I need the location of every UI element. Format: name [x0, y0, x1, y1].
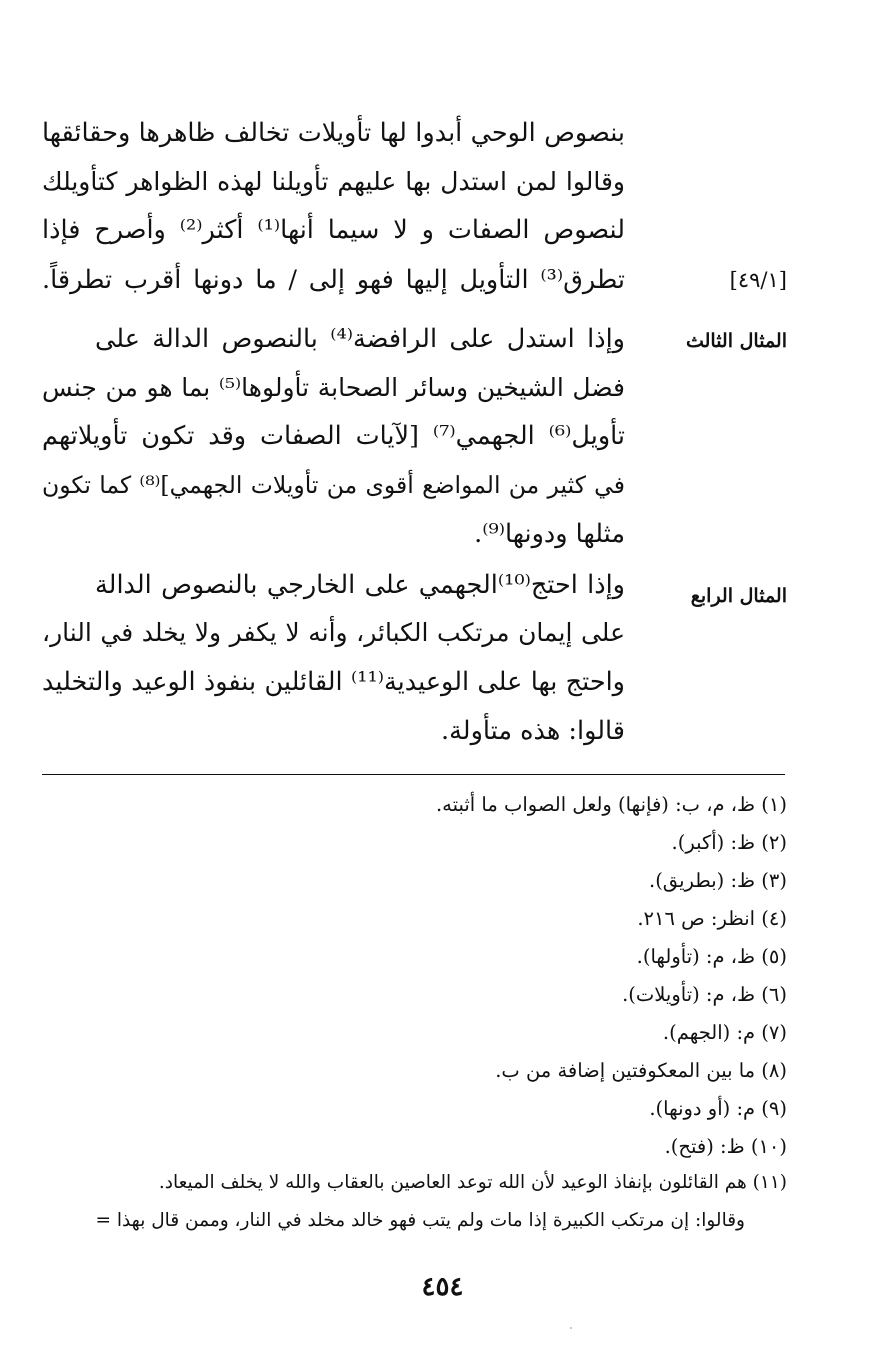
- manuscript-folio-marker: [٤٩/١]: [729, 268, 787, 292]
- text-line: تأويل⁽⁶⁾ الجهمي⁽⁷⁾ [لآيات الصفات وقد تكون تأويلاتهم: [42, 421, 625, 451]
- footnote-6: (٦) ظ، م: (تأويلات).: [622, 983, 787, 1006]
- footnote-7: (٧) م: (الجهم).: [662, 1021, 787, 1044]
- text-line: فضل الشيخين وسائر الصحابة تأولوها⁽⁵⁾ بما هو من جنس: [42, 373, 625, 402]
- section-label-example-4: المثال الرابع: [690, 585, 787, 607]
- text-line: وإذا احتج⁽¹⁰⁾الجهمي على الخارجي بالنصوص الدالة: [95, 570, 625, 600]
- text-line: قالوا: هذه متأولة.: [441, 716, 625, 746]
- paragraph-3: [42, 565, 625, 755]
- paragraph-2: [42, 319, 625, 549]
- text-line: مثلها ودونها⁽⁹⁾.: [474, 519, 625, 549]
- footnote-10: (١٠) ظ: (فتح).: [664, 1135, 787, 1158]
- text-line: على إيمان مرتكب الكبائر، وأنه لا يكفر ولا يخلد في النار،: [42, 618, 625, 647]
- footnote-separator: [42, 774, 785, 775]
- text-line: تطرق⁽³⁾ التأويل إليها فهو إلى / ما دونها أقرب تطرقاً.: [42, 265, 625, 295]
- text-line: واحتج بها على الوعيدية⁽¹¹⁾ القائلين بنفوذ الوعيد والتخليد: [42, 667, 625, 697]
- section-label-example-3: المثال الثالث: [685, 330, 787, 352]
- footnote-11: (١١) هم القائلون بإنفاذ الوعيد لأن الله توعد العاصين بالعقاب والله لا يخلف الميعاد.: [158, 1172, 787, 1193]
- text-line: بنصوص الوحي أبدوا لها تأويلات تخالف ظاهرها وحقائقها: [42, 118, 625, 148]
- footnote-11-continued: وقالوا: إن مرتكب الكبيرة إذا مات ولم يتب فهو خالد مخلد في النار، وممن قال بهذا =: [95, 1210, 745, 1231]
- footnote-5: (٥) ظ، م: (تأولها).: [636, 945, 787, 968]
- text-line: في كثير من المواضع أقوى من تأويلات الجهمي]⁽⁸⁾ كما تكون: [42, 471, 625, 499]
- page-number: ٤٥٤: [421, 1272, 464, 1302]
- text-line: وإذا استدل على الرافضة⁽⁴⁾ بالنصوص الدالة على: [95, 324, 625, 354]
- paragraph-1: [42, 113, 625, 295]
- footnote-4: (٤) انظر: ص ٢١٦.: [637, 907, 787, 930]
- text-line: لنصوص الصفات و لا سيما أنها⁽¹⁾ أكثر⁽²⁾ وأصرح فإذا: [42, 215, 625, 245]
- footnote-9: (٩) م: (أو دونها).: [649, 1097, 787, 1120]
- footnote-8: (٨) ما بين المعكوفتين إضافة من ب.: [495, 1059, 787, 1082]
- text-line: وقالوا لمن استدل بها عليهم تأويلنا لهذه الظواهر كتأويلك: [42, 167, 625, 196]
- paper-speck: [570, 1327, 572, 1329]
- footnote-3: (٣) ظ: (بطريق).: [649, 869, 787, 892]
- footnote-1: (١) ظ، م، ب: (فإنها) ولعل الصواب ما أثبته.: [435, 793, 787, 816]
- footnote-2: (٢) ظ: (أكبر).: [671, 831, 787, 854]
